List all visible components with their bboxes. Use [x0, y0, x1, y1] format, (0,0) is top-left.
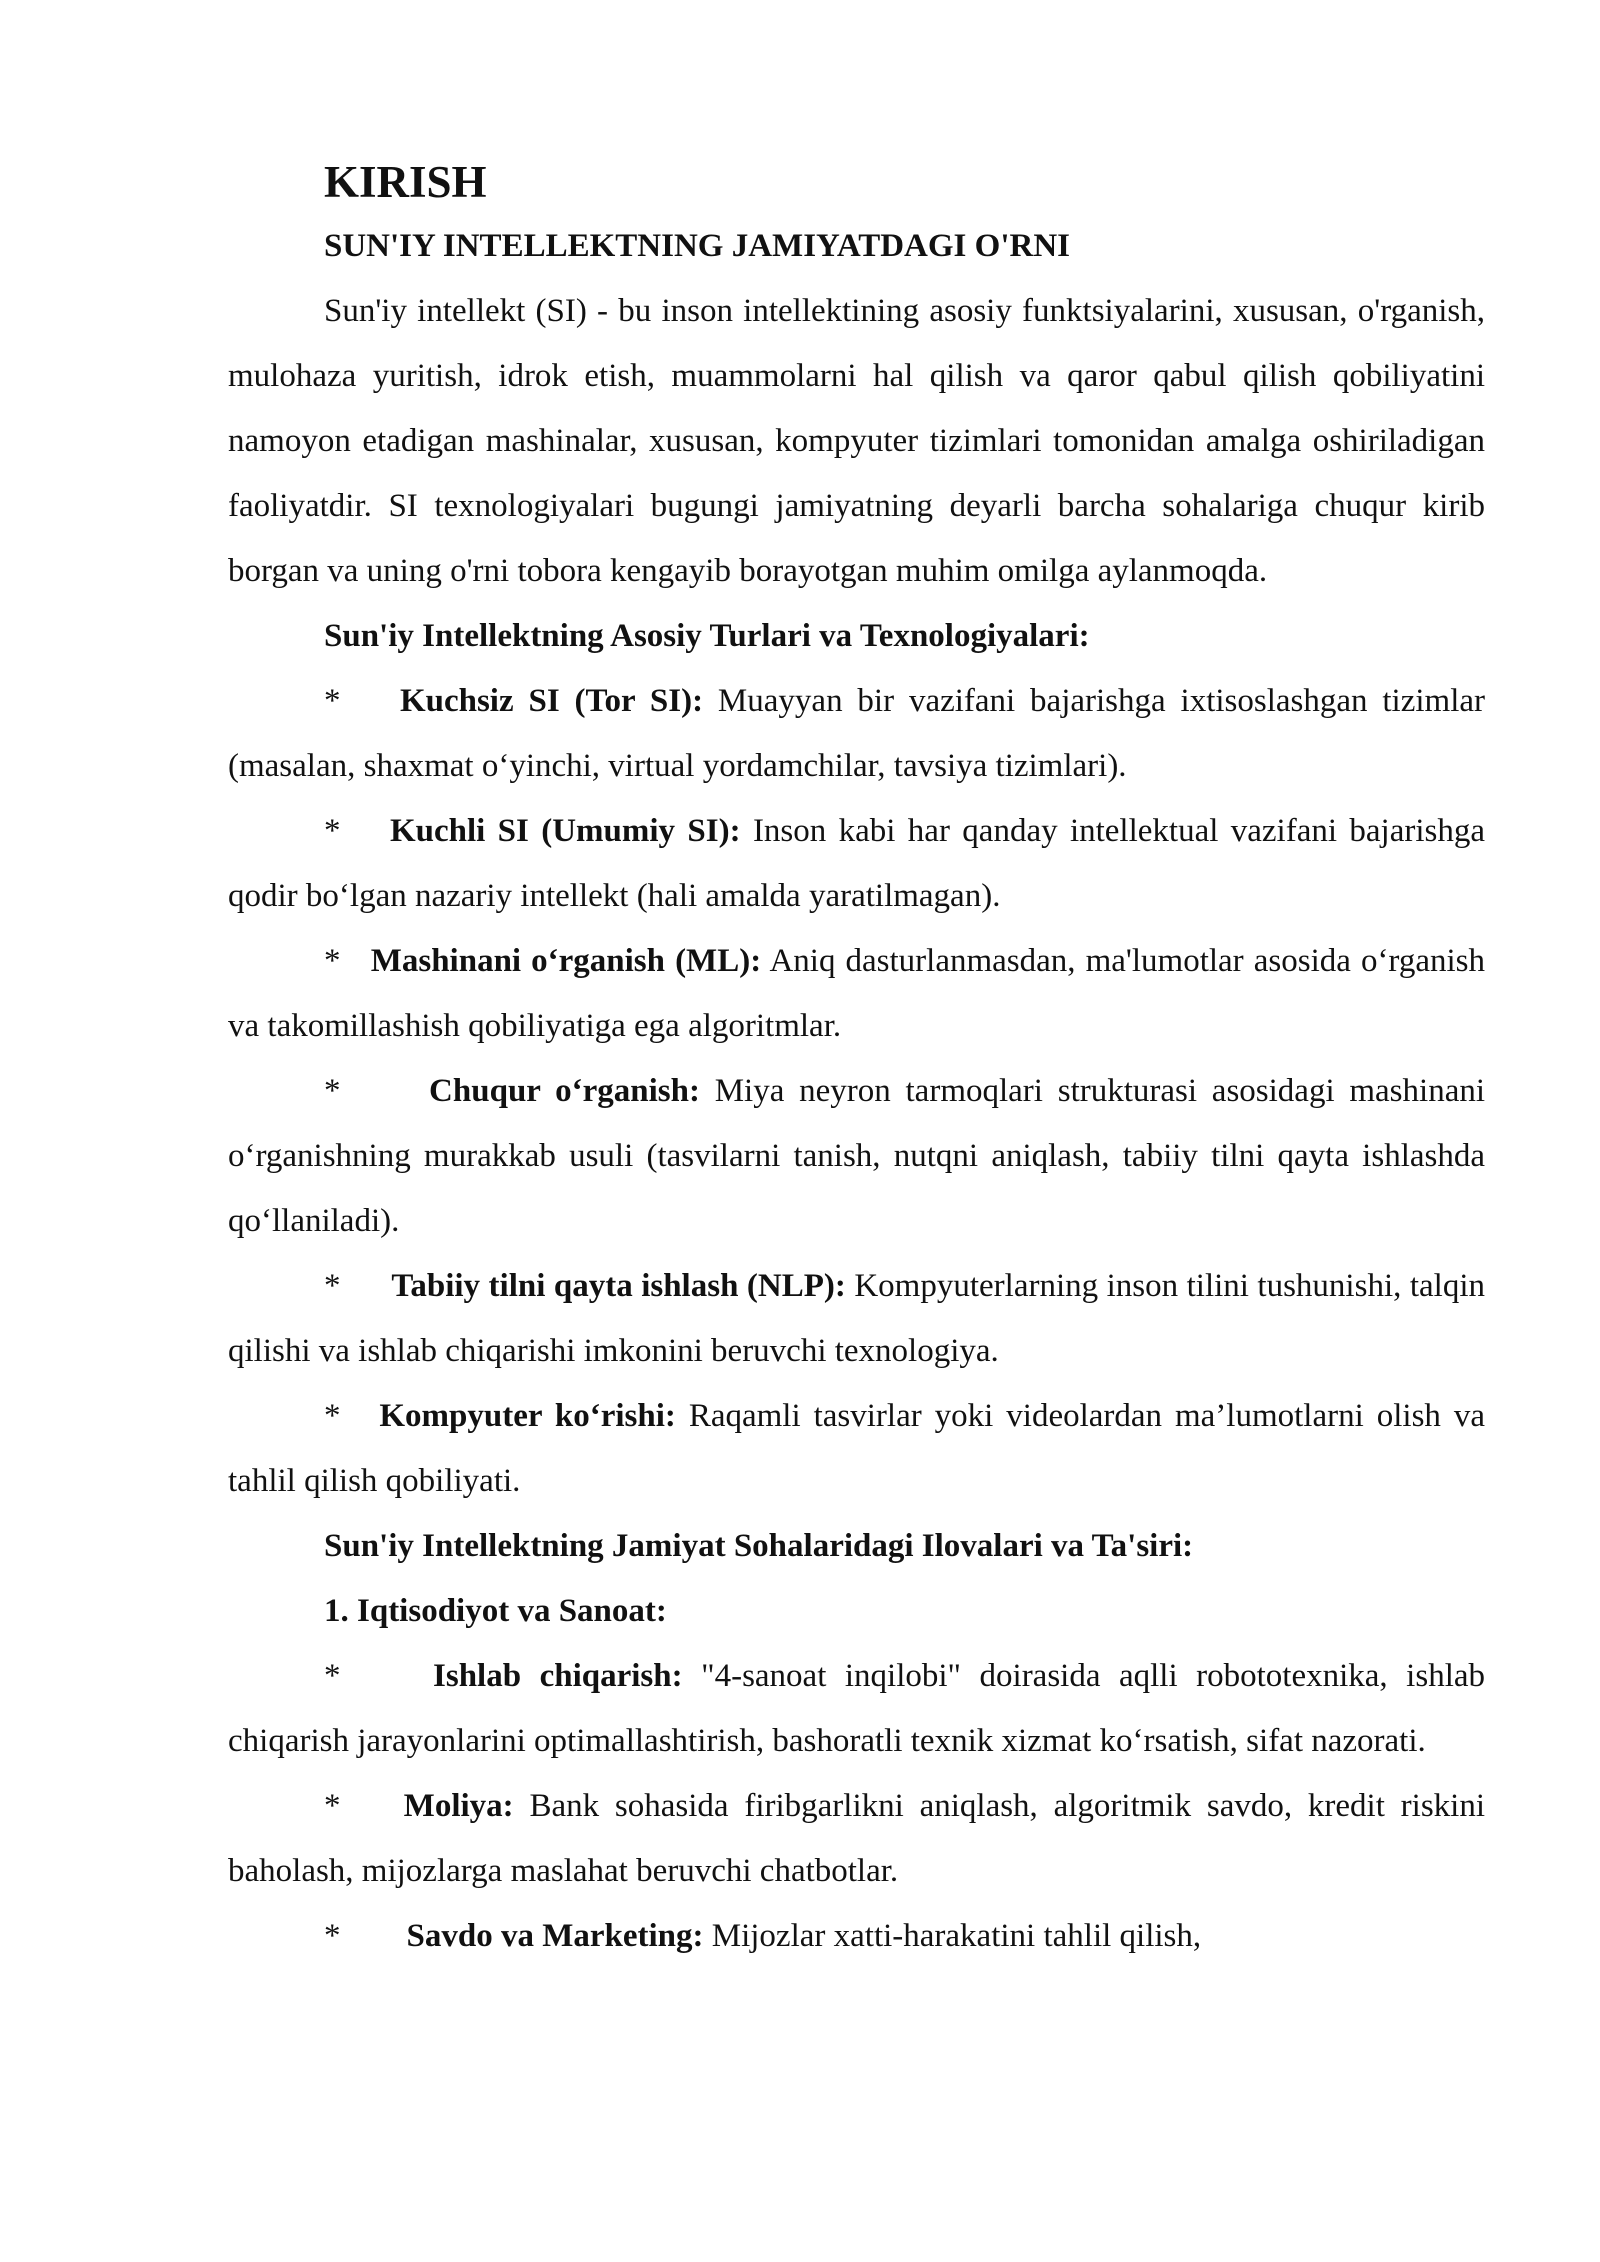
bullet-term: Kuchli SI (Umumiy SI): — [389, 813, 741, 849]
bullet-text: Inson kabi har qanday intellektual vazifani bajarishga qodir bo‘lgan nazariy intellekt (hali amalda yaratilmagan). — [228, 813, 1485, 914]
bullet-marker: * — [324, 683, 341, 719]
list-item — [228, 799, 1485, 929]
bullet-term: Chuqur o‘rganish: — [429, 1073, 700, 1109]
bullet-text: "4-sanoat inqilobi" doirasida aqlli robototexnika, ishlab chiqarish jarayonlarini optimallashtirish, bashoratli texnik xizmat ko‘rsatish, sifat nazorati. — [228, 1658, 1486, 1759]
bullet-text: Miya neyron tarmoqlari strukturasi asosidagi mashinani o‘rganishning murakkab usuli (tasvilarni tanish, nutqni aniqlash, tabiiy tilni qayta ishlashda qo‘llaniladi). — [228, 1073, 1486, 1239]
bullet-term: Kuchsiz SI (Tor SI): — [399, 683, 704, 719]
bullet-term: Ishlab chiqarish: — [433, 1658, 683, 1694]
list-item — [228, 1774, 1485, 1904]
bullet-text: Mijozlar xatti-harakatini tahlil qilish, — [703, 1918, 1202, 1954]
bullet-marker: * — [324, 1658, 341, 1694]
bullet-term: Mashinani o‘rganish (ML): — [370, 943, 762, 979]
bullet-marker: * — [324, 1398, 341, 1434]
bullet-text: Bank sohasida firibgarlikni aniqlash, algoritmik savdo, kredit riskini baholash, mijozlarga maslahat beruvchi chatbotlar. — [228, 1788, 1486, 1889]
section-heading-types: Sun'iy Intellektning Asosiy Turlari va Texnologiyalari: — [324, 618, 1090, 654]
bullet-term: Kompyuter ko‘rishi: — [379, 1398, 676, 1434]
bullet-marker: * — [324, 1268, 341, 1304]
bullet-marker: * — [324, 1918, 341, 1954]
bullet-marker: * — [324, 943, 341, 979]
bullet-term: Moliya: — [403, 1788, 514, 1824]
bullet-text: Muayyan bir vazifani bajarishga ixtisoslashgan tizimlar (masalan, shaxmat o‘yinchi, virtual yordamchilar, tavsiya tizimlari). — [228, 683, 1486, 784]
bullet-term: Savdo va Marketing: — [406, 1918, 704, 1954]
list-item — [228, 1904, 1485, 1969]
list-item — [228, 1059, 1485, 1254]
list-item — [228, 1384, 1485, 1514]
bullet-marker: * — [324, 813, 341, 849]
bullet-text: Aniq dasturlanmasdan, ma'lumotlar asosida o‘rganish va takomillashish qobiliyatiga ega algoritmlar. — [228, 943, 1485, 1044]
section-heading-applications: Sun'iy Intellektning Jamiyat Sohalaridagi Ilovalari va Ta'siri: — [324, 1528, 1194, 1564]
subsection-heading-economy: 1. Iqtisodiyot va Sanoat: — [324, 1593, 667, 1629]
list-item — [228, 1254, 1485, 1384]
intro-paragraph: Sun'iy intellekt (SI) - bu inson intellektining asosiy funktsiyalarini, xususan, o'rganish, mulohaza yuritish, idrok etish, muammolarni hal qilish va qaror qabul qilish qobiliyatini namoyon etadigan mashinalar, xususan, kompyuter tizimlari tomonidan amalga oshiriladigan faoliyatdir. SI texnologiyalari bugungi jamiyatning deyarli barcha sohalariga chuqur kirib borgan va uning o'rni tobora kengayib borayotgan muhim omilga aylanmoqda. — [228, 293, 1485, 589]
page-subtitle: SUN'IY INTELLEKTNING JAMIYATDAGI O'RNI — [324, 228, 1070, 264]
bullet-text: Raqamli tasvirlar yoki videolardan ma’lumotlarni olish va tahlil qilish qobiliyati. — [228, 1398, 1486, 1499]
list-item — [228, 929, 1485, 1059]
bullet-marker: * — [324, 1073, 341, 1109]
bullet-marker: * — [324, 1788, 341, 1824]
bullet-text: Kompyuterlarning inson tilini tushunishi, talqin qilishi va ishlab chiqarishi imkonini beruvchi texnologiya. — [228, 1268, 1485, 1369]
page-title: KIRISH — [324, 157, 487, 207]
list-item — [228, 1644, 1485, 1774]
document-page — [228, 150, 1485, 1969]
list-item — [228, 669, 1485, 799]
bullet-term: Tabiiy tilni qayta ishlash (NLP): — [391, 1268, 846, 1304]
